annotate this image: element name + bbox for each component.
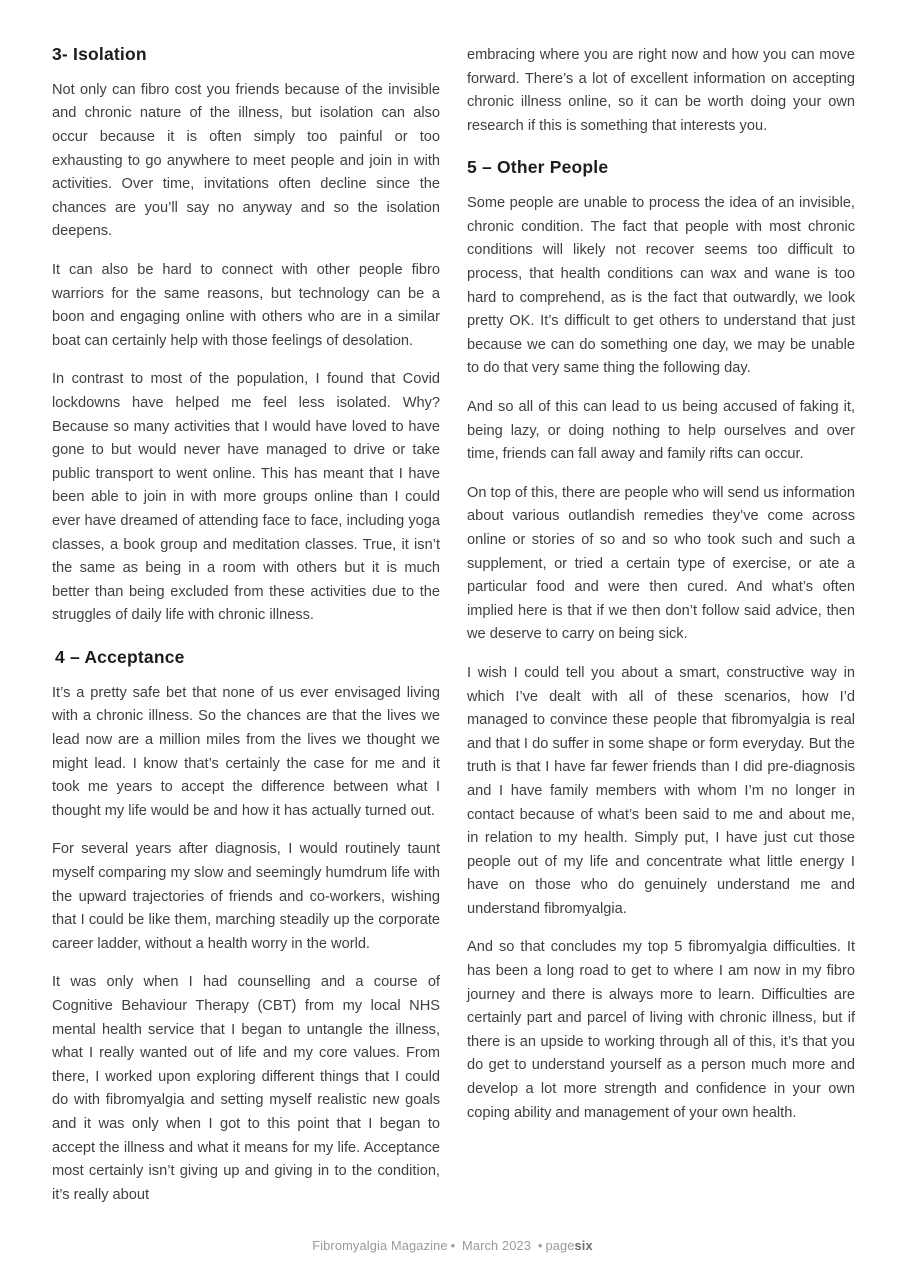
paragraph-conclusion: And so that concludes my top 5 fibromyalgia difficulties. It has been a long road to get to where I am now in my fibro journey and there is always more to learn. Difficulties are certainly part and parcel of living with chronic illness, but if there is an upside to working through all of this, it’s that you do get to understand yourself as a person much more and develop a lot more strength and confidence in your own coping ability and management of your own health. [467, 939, 855, 1121]
heading-isolation: 3- Isolation [52, 44, 147, 64]
paragraph-isolation-3: In contrast to most of the population, I found that Covid lockdowns have helped me feel less isolated. Why? Because so many activities that I would have loved to have gone to but would never have managed to drive or take public transport to went online. This has meant that I have been able to join in with more groups online than I could ever have dreamed of attending face to face, including yoga classes, a book group and meditation classes. True, it isn’t the same as being in a room with others but it is much better than being excluded from these activities due to the struggles of daily life with chronic illness. [52, 371, 440, 624]
footer-separator-1: • [450, 1238, 456, 1253]
left-column [52, 44, 440, 1207]
paragraph-acceptance-2: For several years after diagnosis, I would routinely taunt myself comparing my slow and seemingly humdrum life with the upward trajectories of friends and co-workers, wishing that I could be like them, marching steadily up the corporate career ladder, without a health worry in the world. [52, 841, 440, 952]
paragraph-acceptance-continued: embracing where you are right now and how you can move forward. There’s a lot of excellent information on accepting chronic illness online, so it can be worth doing your own research if this is something that interests you. [467, 47, 855, 134]
paragraph-acceptance-1: It’s a pretty safe bet that none of us ever envisaged living with a chronic illness. So the chances are that the lives we lead now are a million miles from the lives we thought we might lead. I know that’s certainly the case for me and it took me years to accept the difference between what I thought my life would be and how it has actually turned out. [52, 684, 440, 819]
paragraph-acceptance-3: It was only when I had counselling and a course of Cognitive Behaviour Therapy (CBT) from my local NHS mental health service that I began to untangle the illness, what I really wanted out of life and my core values. From there, I worked upon exploring different things that I could do with fibromyalgia and setting myself realistic new goals and it was only when I got to this point that I began to accept the illness and what it means for my life. Acceptance most certainly isn’t giving up and giving in to the condition, it’s really about [52, 974, 440, 1203]
two-column-layout [52, 44, 855, 1209]
footer-issue-date: March 2023 [462, 1238, 532, 1253]
paragraph-other-people-1: Some people are unable to process the idea of an invisible, chronic condition. The fact that people with most chronic conditions will likely not recover seems too difficult to process, that health conditions can wax and wane is too hard to comprehend, as is the fact that outwardly, we look pretty OK. It’s difficult to get others to understand that just because we can do something one day, we may be unable to do that very same thing the following day. [467, 195, 855, 377]
footer-publication-name: Fibromyalgia Magazine [312, 1238, 448, 1253]
right-column [467, 44, 855, 1125]
page-footer [0, 1238, 905, 1253]
paragraph-isolation-2: It can also be hard to connect with other people fibro warriors for the same reasons, but technology can be a boon and engaging online with others who are in a similar boat can certainly help with those feelings of desolation. [52, 262, 440, 349]
footer-separator-2: • [537, 1238, 543, 1253]
paragraph-other-people-3: On top of this, there are people who will send us information about various outlandish remedies they’ve come across online or stories of so and so who took such and such a supplement, or tried a certain type of exercise, or ate a particular food and were then cured. And what’s often implied here is that if we then don’t follow said advice, then we deserve to carry on being sick. [467, 484, 855, 643]
paragraph-other-people-2: And so all of this can lead to us being accused of faking it, being lazy, or doing nothing to help ourselves and over time, friends can fall away and family rifts can occur. [467, 399, 855, 463]
paragraph-other-people-4: I wish I could tell you about a smart, constructive way in which I’ve dealt with all of these scenarios, how I’d managed to convince these people that fibromyalgia is real and that I do suffer in some shape or form everyday. But the truth is that I have far fewer friends than I did pre-diagnosis and I have family members with whom I’m no longer in contact because of what’s been said to me and about me, in relation to my health. Simply put, I have just cut those people out of my life and concentrate what little energy I have on those who do genuinely understand me and understand fibromyalgia. [467, 664, 855, 917]
heading-other-people: 5 – Other People [467, 157, 609, 178]
footer-page-label: page [545, 1238, 575, 1253]
footer-page-number: six [574, 1238, 593, 1253]
heading-acceptance: 4 – Acceptance [55, 646, 185, 667]
paragraph-isolation-1: Not only can fibro cost you friends because of the invisible and chronic nature of the illness, but isolation can also occur because it is often simply too painful or too exhausting to go anywhere to meet people and join in with activities. Over time, invitations often decline since the chances are you’ll say no anyway and so the isolation deepens. [52, 81, 440, 240]
